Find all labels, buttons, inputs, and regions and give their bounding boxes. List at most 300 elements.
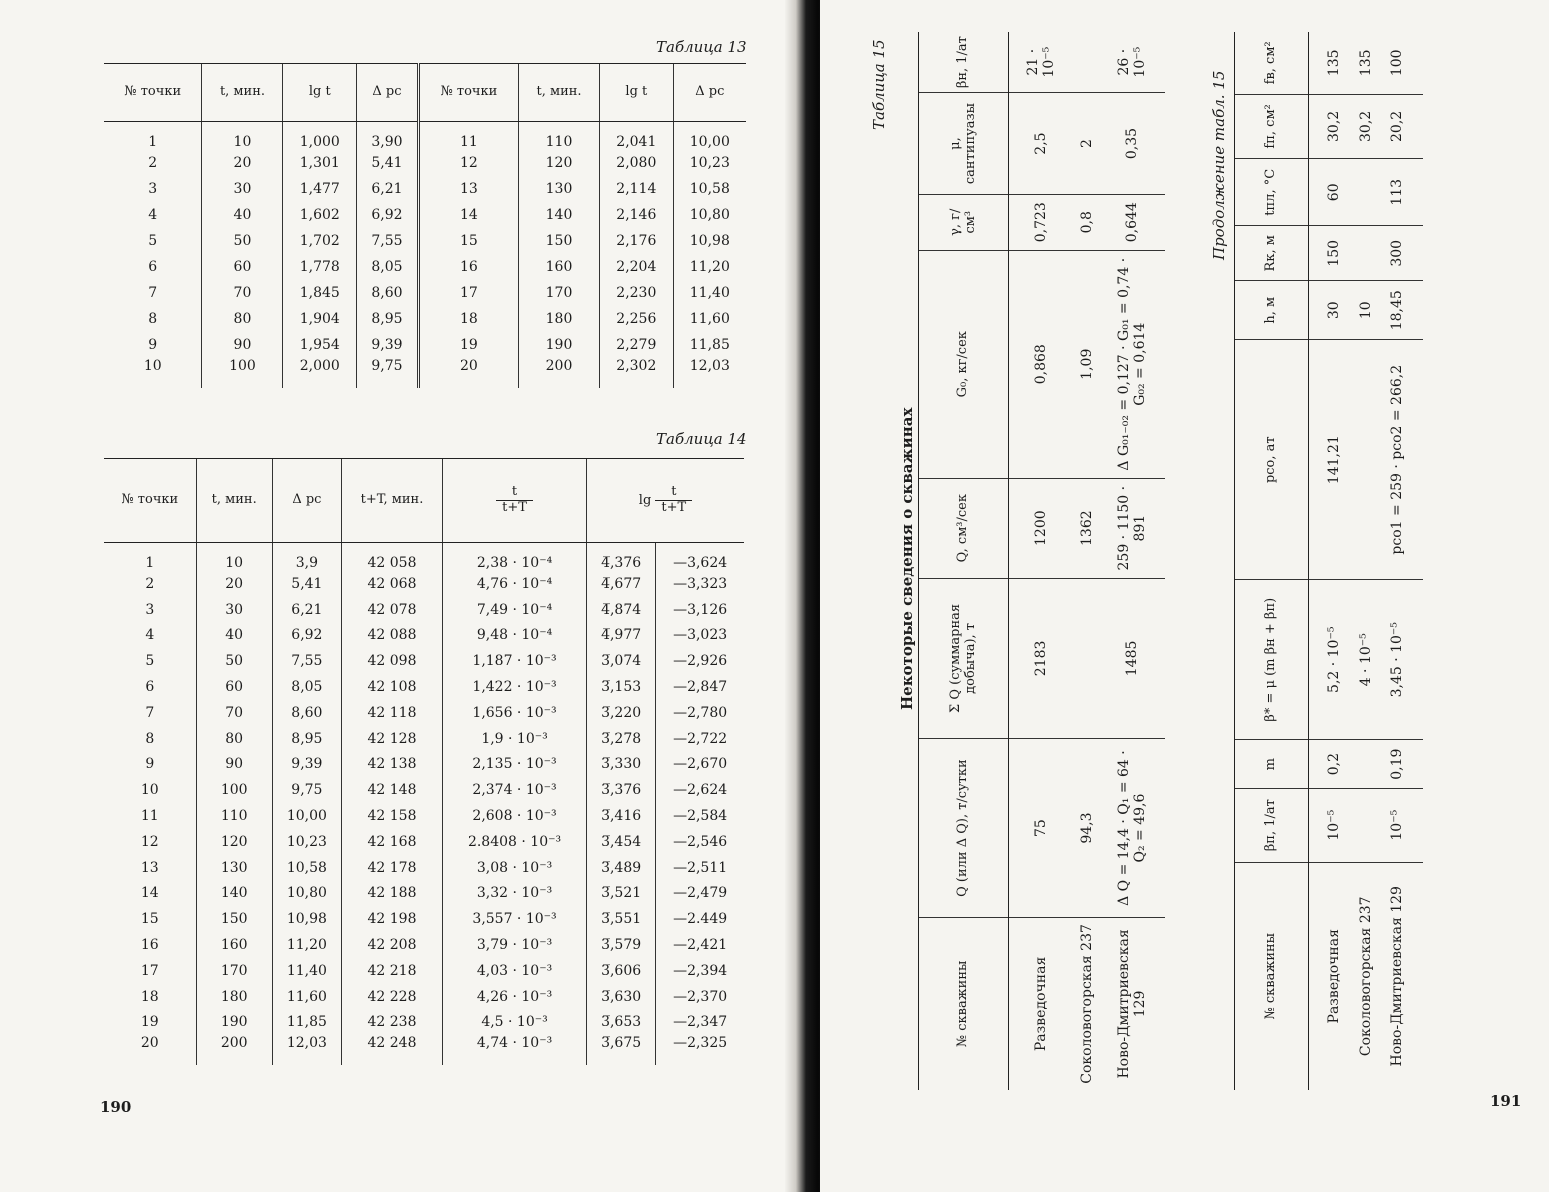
table15-header: Q (или Δ Q), т/сутки	[919, 739, 1009, 918]
table-cell: 10,80	[673, 202, 746, 228]
table13	[104, 63, 746, 388]
table-cell: 2,374 · 10⁻³	[443, 777, 587, 803]
table-cell: 40	[202, 202, 283, 228]
table-cell: Разведочная	[1032, 956, 1049, 1052]
table-cell: 11,20	[673, 254, 746, 280]
table-cell: 42 128	[341, 726, 442, 752]
table15-header: Q, см³/сек	[919, 478, 1009, 578]
table-cell: 3̅,521	[587, 881, 656, 907]
table-cell	[1347, 226, 1385, 281]
table-cell: 130	[196, 855, 272, 881]
table-cell: 1,954	[283, 332, 357, 358]
lg-fraction: $\frac{t}{t+T}$	[655, 485, 692, 516]
table14-body	[104, 543, 744, 1066]
table-cell: —3,023	[656, 623, 744, 649]
table14-row	[104, 932, 744, 958]
table15-row	[1009, 32, 1061, 1090]
table14-row	[104, 700, 744, 726]
table15-cont-row	[1309, 32, 1347, 1090]
table14-row	[104, 906, 744, 932]
table-cell: 1	[148, 134, 158, 150]
table-cell: 100	[202, 358, 283, 388]
table14-row	[104, 1035, 744, 1065]
table14-row	[104, 543, 744, 572]
table14-row	[104, 1010, 744, 1036]
table-cell: 5,41	[272, 571, 341, 597]
table-cell: 8,05	[357, 254, 419, 280]
table-cell: Ново-Дмитриевская 129	[1115, 929, 1148, 1079]
page-number-left: 190	[100, 1098, 132, 1116]
table14-header-ratio	[443, 459, 587, 543]
table-cell: 140	[196, 881, 272, 907]
table-cell: 1,422 · 10⁻³	[443, 674, 587, 700]
table15-cont-row	[1347, 32, 1385, 1090]
table15-cont-row	[1385, 32, 1423, 1090]
table14-row	[104, 803, 744, 829]
table-cell: —2,511	[656, 855, 744, 881]
table-cell: 1	[145, 555, 155, 571]
table-cell: —2,624	[656, 777, 744, 803]
table13-caption: Таблица 13	[656, 38, 747, 56]
table14-row	[104, 648, 744, 674]
page-number-right: 191	[1490, 1092, 1522, 1110]
table13-row	[104, 280, 746, 306]
table-cell: 3̅,153	[587, 674, 656, 700]
table-cell: 9,39	[272, 752, 341, 778]
table-cell: pco1 = 259 · pco2 = 266,2	[1385, 340, 1423, 580]
table-cell: 2.8408 · 10⁻³	[443, 829, 587, 855]
table-cell: 2	[148, 155, 158, 171]
table-cell: 160	[196, 932, 272, 958]
table15-cont-caption: Продолжение табл. 15	[1210, 70, 1228, 260]
table-cell: 2183	[1009, 578, 1061, 739]
table-cell: 3,557 · 10⁻³	[443, 906, 587, 932]
table-cell: 42 218	[341, 958, 442, 984]
table14	[104, 458, 744, 1065]
table-cell: 8,95	[357, 306, 419, 332]
table-cell: Соколовогорская 237	[1078, 924, 1095, 1084]
table15-header: Σ Q (суммарная добыча), т	[919, 578, 1009, 739]
table-cell: 2,608 · 10⁻³	[443, 803, 587, 829]
table-cell: 11,85	[673, 332, 746, 358]
table-cell: 3̅,489	[587, 855, 656, 881]
table-cell: —2,722	[656, 726, 744, 752]
table-cell: 13	[418, 176, 518, 202]
table15-header: βн, 1/ат	[919, 32, 1009, 93]
table-cell: 0,19	[1385, 740, 1423, 788]
table-cell: Δ G₀₁₋₀₂ = 0,127 · G₀₁ = 0,74 · G₀₂ = 0,614	[1113, 250, 1165, 478]
table13-row	[104, 176, 746, 202]
table-cell: 10,80	[272, 881, 341, 907]
table15-header-row	[919, 32, 1009, 1090]
table14-row	[104, 752, 744, 778]
table-cell: 6,92	[272, 623, 341, 649]
table-cell: 4̅,977	[587, 623, 656, 649]
table-cell: 180	[519, 306, 600, 332]
table-cell: 2,000	[283, 358, 357, 388]
table-cell: 10	[140, 782, 159, 799]
table-cell: 130	[519, 176, 600, 202]
table-cell: 90	[202, 332, 283, 358]
table13-row	[104, 254, 746, 280]
table14-row	[104, 571, 744, 597]
table-cell: 120	[196, 829, 272, 855]
table-cell: 135	[1347, 32, 1385, 94]
table-cell: 3̅,330	[587, 752, 656, 778]
table-cell: 4	[145, 627, 155, 644]
table-cell: 10,58	[272, 855, 341, 881]
table-cell: 42 118	[341, 700, 442, 726]
table-cell: 2,256	[600, 306, 674, 332]
table-cell: 3̅,074	[587, 648, 656, 674]
table-cell	[1061, 32, 1113, 93]
table15-header: G₀, кг/сек	[919, 250, 1009, 478]
table-cell: 26 · 10⁻⁵	[1113, 32, 1165, 93]
table-cell: 14	[140, 885, 159, 902]
table15-cont-header: fп, см²	[1235, 94, 1309, 158]
table-cell: 1,301	[283, 150, 357, 176]
table14-row	[104, 623, 744, 649]
table-cell: —2,780	[656, 700, 744, 726]
table-cell: —3,624	[656, 543, 744, 572]
table-cell: 6	[148, 259, 158, 275]
table14-header-lg	[587, 459, 744, 543]
table-cell: 1362	[1061, 478, 1113, 578]
table-cell: 180	[196, 984, 272, 1010]
table-cell: 4̅,376	[587, 543, 656, 572]
table-cell: 20	[418, 358, 518, 388]
table-cell: 7,55	[357, 228, 419, 254]
table-cell: 4	[148, 207, 158, 223]
table-cell: 259 · 1150 · 891	[1113, 478, 1165, 578]
table13-row	[104, 358, 746, 388]
table13-header-row	[104, 64, 746, 122]
table-cell: 150	[1309, 226, 1347, 281]
table-cell: 190	[519, 332, 600, 358]
table-cell: 100	[196, 777, 272, 803]
table-cell: 10⁻⁵	[1309, 788, 1347, 862]
table14-header-point: № точки	[104, 459, 196, 543]
table-cell: 3,32 · 10⁻³	[443, 881, 587, 907]
table-cell: 42 248	[341, 1035, 442, 1065]
table13-header: t, мин.	[519, 64, 600, 122]
table13-header: t, мин.	[202, 64, 283, 122]
table14-row	[104, 958, 744, 984]
table-cell: 4,74 · 10⁻³	[443, 1035, 587, 1065]
table-cell: 16	[140, 937, 159, 954]
table-cell: 2,114	[600, 176, 674, 202]
table-cell: 20	[202, 150, 283, 176]
table-cell: 3̅,579	[587, 932, 656, 958]
table-cell: 5	[148, 233, 158, 249]
table13-header: lg t	[600, 64, 674, 122]
table-cell: 4,03 · 10⁻³	[443, 958, 587, 984]
table-cell: 10	[143, 358, 162, 374]
table-cell: 30,2	[1309, 94, 1347, 158]
table-cell: —2,670	[656, 752, 744, 778]
table-cell: —2,370	[656, 984, 744, 1010]
table-cell: 1485	[1113, 578, 1165, 739]
table-cell: 5,2 · 10⁻⁵	[1309, 580, 1347, 740]
table13-header: Δ pc	[357, 64, 419, 122]
table-cell: 10	[1347, 281, 1385, 340]
table-cell: 2,135 · 10⁻³	[443, 752, 587, 778]
table13-header: № точки	[418, 64, 518, 122]
table-cell: 42 148	[341, 777, 442, 803]
table-cell: Δ Q = 14,4 · Q₁ = 64 · Q₂ = 49,6	[1113, 739, 1165, 918]
table-cell: 110	[196, 803, 272, 829]
table-cell: 200	[196, 1035, 272, 1065]
table15-body	[1009, 32, 1165, 1090]
table-cell: 11,40	[272, 958, 341, 984]
table-cell: 12,03	[272, 1035, 341, 1065]
table15-cont-header: tпл, °C	[1235, 159, 1309, 226]
table-cell: —2,325	[656, 1035, 744, 1065]
table-cell: 42 068	[341, 571, 442, 597]
table-cell: 10,58	[673, 176, 746, 202]
table15-header: μ, сантипуазы	[919, 93, 1009, 195]
table-cell: 18	[140, 988, 159, 1005]
table-cell: 10,23	[673, 150, 746, 176]
table14-header-dp: Δ pc	[272, 459, 341, 543]
table13-header: lg t	[283, 64, 357, 122]
table-cell: 8,05	[272, 674, 341, 700]
table-cell: 12	[140, 833, 159, 850]
table14-row	[104, 855, 744, 881]
table14-row	[104, 726, 744, 752]
table14-row	[104, 829, 744, 855]
table14-header-tT: t+T, мин.	[341, 459, 442, 543]
lg-label: lg	[638, 493, 652, 508]
table-cell: 40	[196, 623, 272, 649]
table-cell: 12,03	[673, 358, 746, 388]
table-cell: 113	[1385, 159, 1423, 226]
table-cell: —3,126	[656, 597, 744, 623]
table-cell: 42 088	[341, 623, 442, 649]
table15-cont-header: fв, см²	[1235, 32, 1309, 94]
table-cell: 170	[519, 280, 600, 306]
table-cell: 42 138	[341, 752, 442, 778]
table13-body	[104, 122, 746, 389]
table-cell: 4,76 · 10⁻⁴	[443, 571, 587, 597]
table-cell: —2,421	[656, 932, 744, 958]
table-cell: 10	[196, 543, 272, 572]
table-cell: 30	[202, 176, 283, 202]
table-cell: 7	[148, 285, 158, 301]
table-cell: 6,21	[357, 176, 419, 202]
table13-row	[104, 228, 746, 254]
table-cell: 8	[145, 730, 155, 747]
table-cell: 6	[145, 679, 155, 696]
table-cell: 2	[1061, 93, 1113, 195]
table14-row	[104, 984, 744, 1010]
table-cell: 20,2	[1385, 94, 1423, 158]
table-cell: 5	[145, 653, 155, 670]
table-cell: 42 238	[341, 1010, 442, 1036]
table-cell: 2,204	[600, 254, 674, 280]
table15-row	[1113, 32, 1165, 1090]
table-cell: 3̅,653	[587, 1010, 656, 1036]
table-cell: 7,49 · 10⁻⁴	[443, 597, 587, 623]
table14-caption: Таблица 14	[656, 430, 747, 448]
table-cell: 150	[519, 228, 600, 254]
table-cell: 0,35	[1113, 93, 1165, 195]
table-cell: —2,479	[656, 881, 744, 907]
table-cell: 3̅,220	[587, 700, 656, 726]
table-cell: 4̅,677	[587, 571, 656, 597]
table14-header-row	[104, 459, 744, 543]
table-cell: 4,26 · 10⁻³	[443, 984, 587, 1010]
table-cell: 0,868	[1009, 250, 1061, 478]
table-cell: 90	[196, 752, 272, 778]
table-cell: 11,20	[272, 932, 341, 958]
table-cell: 6,92	[357, 202, 419, 228]
table-cell: 94,3	[1061, 739, 1113, 918]
table-cell: 3̅,675	[587, 1035, 656, 1065]
table-cell: 8	[148, 311, 158, 327]
table15-cont	[1234, 32, 1423, 1090]
table-cell: 1200	[1009, 478, 1061, 578]
table13-header: № точки	[104, 64, 202, 122]
table15-row	[1061, 32, 1113, 1090]
table-cell: 15	[418, 228, 518, 254]
table15-header: γ, г/см³	[919, 194, 1009, 250]
table-cell: 42 098	[341, 648, 442, 674]
table-cell: 1,656 · 10⁻³	[443, 700, 587, 726]
table-cell: 9	[145, 756, 155, 773]
table-cell: 70	[202, 280, 283, 306]
table-cell: 7	[145, 704, 155, 721]
table-cell: 18	[418, 306, 518, 332]
table13-row	[104, 122, 746, 151]
table-cell: 42 198	[341, 906, 442, 932]
table-cell: 2,146	[600, 202, 674, 228]
table-cell: Ново-Дмитриевская 129	[1388, 886, 1405, 1067]
table-cell: 42 078	[341, 597, 442, 623]
table-cell: 4̅,874	[587, 597, 656, 623]
table-cell: 75	[1009, 739, 1061, 918]
table-cell: 42 058	[341, 543, 442, 572]
table-cell: 2,230	[600, 280, 674, 306]
table-cell: 20	[196, 571, 272, 597]
table-cell: 42 168	[341, 829, 442, 855]
table-cell: 20	[140, 1035, 159, 1052]
table-cell: —3,323	[656, 571, 744, 597]
table-cell: 60	[202, 254, 283, 280]
table-cell: 9,48 · 10⁻⁴	[443, 623, 587, 649]
table-cell: 1,702	[283, 228, 357, 254]
table-cell: 1,904	[283, 306, 357, 332]
table-cell: 11	[140, 808, 159, 825]
table-cell: 150	[196, 906, 272, 932]
table-cell: 10,00	[673, 122, 746, 151]
table-cell: 16	[418, 254, 518, 280]
table-cell: 1,187 · 10⁻³	[443, 648, 587, 674]
table-cell	[1347, 740, 1385, 788]
table-cell: 9,39	[357, 332, 419, 358]
table-cell: 11,60	[272, 984, 341, 1010]
table-cell: 2,38 · 10⁻⁴	[443, 543, 587, 572]
table-cell: 1,000	[283, 122, 357, 151]
table-cell: 42 158	[341, 803, 442, 829]
table-cell: 10,23	[272, 829, 341, 855]
table-cell: 10,98	[272, 906, 341, 932]
table-cell: 3̅,278	[587, 726, 656, 752]
table-cell: 1,09	[1061, 250, 1113, 478]
table-cell: 2	[145, 575, 155, 592]
table-cell: 2,080	[600, 150, 674, 176]
table-cell: 1,9 · 10⁻³	[443, 726, 587, 752]
table-cell: 18,45	[1385, 281, 1423, 340]
table15-cont-header: m	[1235, 740, 1309, 788]
table-cell: 3,79 · 10⁻³	[443, 932, 587, 958]
table-cell: 141,21	[1309, 340, 1347, 580]
table15-cont-header: pco, ат	[1235, 340, 1309, 580]
table13-row	[104, 150, 746, 176]
table14-row	[104, 777, 744, 803]
table-cell: 42 188	[341, 881, 442, 907]
table-cell: 8,60	[357, 280, 419, 306]
table-cell: 42 228	[341, 984, 442, 1010]
table-cell: 170	[196, 958, 272, 984]
table-cell: Разведочная	[1325, 929, 1342, 1024]
table-cell: 2,279	[600, 332, 674, 358]
table-cell: 300	[1385, 226, 1423, 281]
table-cell: 10,98	[673, 228, 746, 254]
table-cell: 0,723	[1009, 194, 1061, 250]
table14-row	[104, 674, 744, 700]
table-cell: 30	[196, 597, 272, 623]
table-cell	[1061, 578, 1113, 739]
table-cell: 120	[519, 150, 600, 176]
table-cell: 3,9	[272, 543, 341, 572]
table-cell: —2,926	[656, 648, 744, 674]
table-cell: 7,55	[272, 648, 341, 674]
table15-caption: Таблица 15	[870, 39, 888, 130]
table-cell: 13	[140, 859, 159, 876]
table15-cont-header: h, м	[1235, 281, 1309, 340]
table-cell: 19	[140, 1014, 159, 1031]
table14-row	[104, 597, 744, 623]
table-cell: Соколовогорская 237	[1357, 896, 1374, 1057]
table-cell: —2,584	[656, 803, 744, 829]
table-cell: 3̅,606	[587, 958, 656, 984]
table-cell: 10	[202, 122, 283, 151]
table-cell: 8,60	[272, 700, 341, 726]
table-cell: 17	[418, 280, 518, 306]
table-cell: 160	[519, 254, 600, 280]
table-cell: 11,40	[673, 280, 746, 306]
table-cell: 3̅,551	[587, 906, 656, 932]
table13-row	[104, 202, 746, 228]
table-cell: 4 · 10⁻⁵	[1347, 580, 1385, 740]
table14-row	[104, 881, 744, 907]
table-cell: 11,60	[673, 306, 746, 332]
table-cell: 19	[418, 332, 518, 358]
table-cell: 9,75	[272, 777, 341, 803]
table15	[918, 32, 1165, 1090]
table-cell: 60	[1309, 159, 1347, 226]
table-cell: 11,85	[272, 1010, 341, 1036]
table-cell: 50	[196, 648, 272, 674]
table-cell: 2,041	[600, 122, 674, 151]
table15-title: Некоторые сведения о скважинах	[898, 407, 916, 710]
table-cell: 11	[418, 122, 518, 151]
table13-header: Δ pc	[673, 64, 746, 122]
table-cell: 17	[140, 962, 159, 979]
table-cell: 8,95	[272, 726, 341, 752]
table13-row	[104, 332, 746, 358]
